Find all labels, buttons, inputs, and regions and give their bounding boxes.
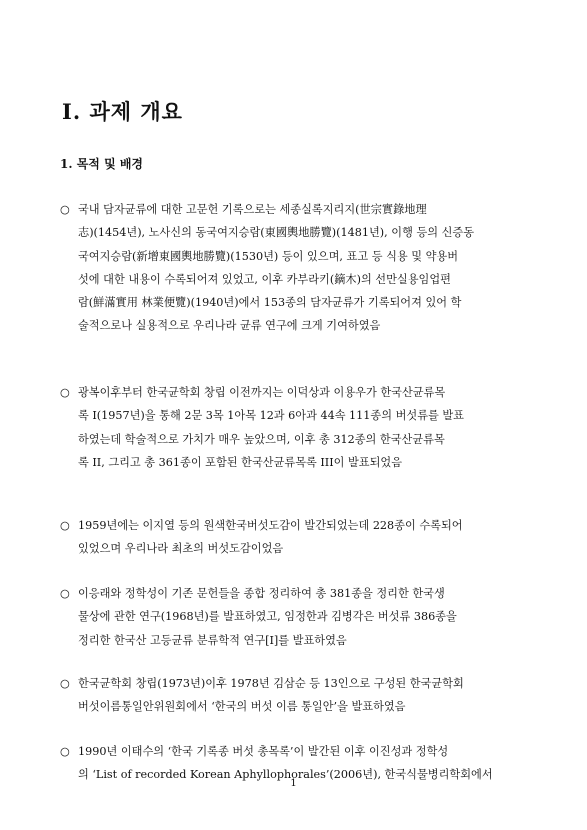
paragraph-line: 버섯이름통일안위원회에서 ‘한국의 버섯 이름 통일안’을 발표하였음	[78, 700, 406, 714]
page-title: Ⅰ. 과제 개요	[62, 99, 183, 124]
paragraph-line: 록 II, 그리고 총 361종이 포함된 한국산균류목록 III이 발표되었음	[78, 455, 403, 469]
paragraph-line: 있었으며 우리나라 최초의 버섯도감이었음	[78, 542, 284, 556]
paragraph-line: 섯에 대한 내용이 수록되어져 있었고, 이후 카부라키(鏑木)의 선만실용임업편	[78, 272, 451, 286]
page-number: 1	[290, 778, 297, 789]
paragraph-line: ○ 광복이후부터 한국균학회 창립 이전까지는 이덕상과 이용우가 한국산균류목	[60, 381, 535, 404]
bullet-icon: ○	[60, 745, 70, 758]
paragraph-4	[60, 582, 535, 652]
paragraph-line: 국여지승람(新增東國輿地勝覽)(1530년) 등이 있으며, 표고 등 식용 및 약용버	[78, 249, 459, 263]
paragraph-3	[60, 514, 535, 561]
paragraph-line: 의 ‘List of recorded Korean Aphyllophorales’(2006년), 한국식물병리학회에서	[78, 768, 493, 782]
bullet-icon: ○	[60, 519, 70, 532]
bullet-icon: ○	[60, 386, 70, 399]
paragraph-line: ○ 한국균학회 창립(1973년)이후 1978년 김삼순 등 13인으로 구성된 한국균학회	[60, 672, 535, 695]
paragraph-line: 물상에 관한 연구(1968년)를 발표하였고, 임정한과 김병각은 버섯류 386종을	[78, 610, 457, 624]
paragraph-line: 람(鮮滿實用 林業便覽)(1940년)에서 153종의 담자균류가 기록되어져 있어 학	[78, 296, 462, 310]
paragraph-5	[60, 672, 535, 719]
paragraph-line: ○ 1990년 이태수의 ‘한국 기록종 버섯 총목록’이 발간된 이후 이진성과 정학성	[60, 740, 535, 763]
bullet-icon: ○	[60, 677, 70, 690]
section-heading: 1. 목적 및 배경	[60, 157, 144, 171]
paragraph-line: ○ 이응래와 정학성이 기존 문헌들을 종합 정리하여 총 381종을 정리한 한국생	[60, 582, 535, 605]
paragraph-line: ○ 국내 담자균류에 대한 고문헌 기록으로는 세종실록지리지(世宗實錄地理	[60, 198, 535, 221]
paragraph-line: 하였는데 학술적으로 가치가 매우 높았으며, 이후 총 312종의 한국산균류목	[78, 432, 445, 446]
paragraph-line: 志)(1454년), 노사신의 동국여지승람(東國輿地勝覽)(1481년), 이행 등의 신증동	[78, 226, 475, 240]
bullet-icon: ○	[60, 587, 70, 600]
paragraph-line: 정리한 한국산 고등균류 분류학적 연구[I]를 발표하였음	[78, 633, 347, 647]
bullet-icon: ○	[60, 203, 70, 216]
paragraph-line: 록 I(1957년)을 통해 2문 3목 1아목 12과 6아과 44속 111종의 버섯류를 발표	[78, 409, 464, 423]
paragraph-line: ○ 1959년에는 이지열 등의 원색한국버섯도감이 발간되었는데 228종이 수록되어	[60, 514, 535, 537]
paragraph-1	[60, 198, 535, 338]
paragraph-2	[60, 381, 535, 474]
paragraph-line: 술적으로나 실용적으로 우리나라 균류 연구에 크게 기여하였음	[78, 319, 381, 333]
